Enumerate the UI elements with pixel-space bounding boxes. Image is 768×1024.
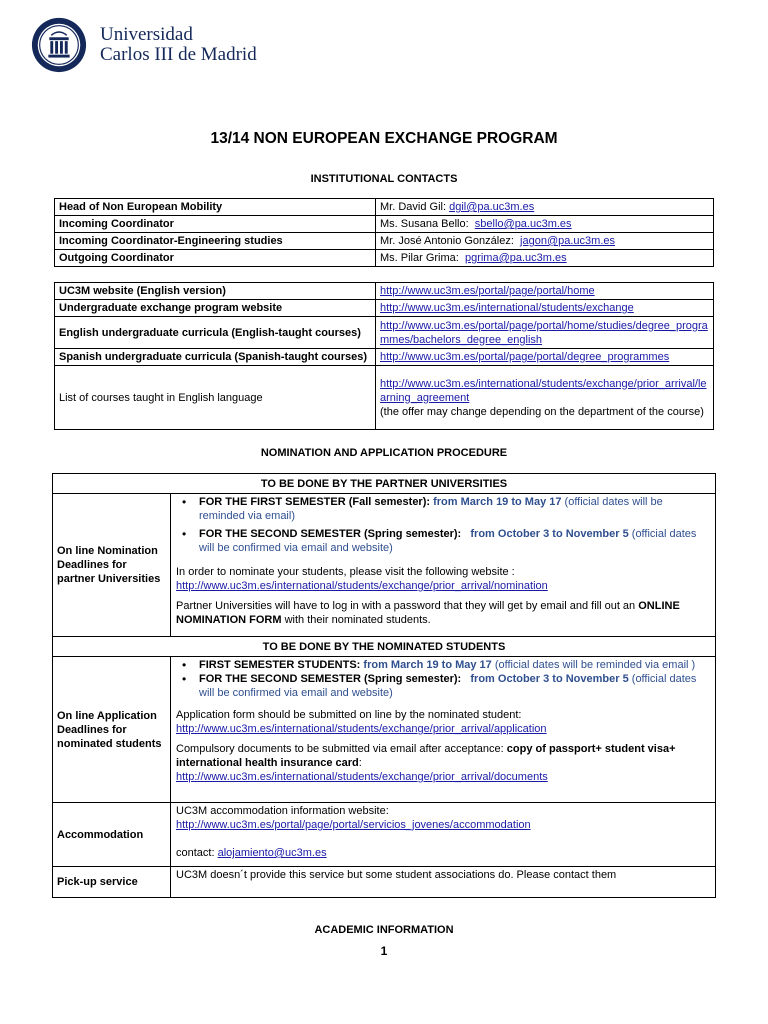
table-row	[53, 494, 716, 637]
table-row	[55, 250, 714, 267]
nomination-link[interactable]: http://www.uc3m.es/international/students/exchange/prior_arrival/nomination	[176, 580, 548, 592]
contact-cell	[376, 216, 714, 233]
site-cell	[376, 283, 714, 300]
table-row	[55, 283, 714, 300]
list-item	[176, 495, 710, 523]
contact-role: Incoming Coordinator-Engineering studies	[55, 233, 376, 250]
partner-p2c: with their nominated students.	[284, 614, 431, 626]
contact-email-link[interactable]: pgrima@pa.uc3m.es	[464, 252, 567, 264]
logo-line-1: Universidad	[100, 24, 193, 45]
site-cell	[376, 349, 714, 366]
partner-p1	[176, 565, 710, 593]
table-row	[55, 366, 714, 430]
students-label: On line Application Deadlines for nominated students	[53, 657, 171, 803]
nomination-heading: NOMINATION AND APPLICATION PROCEDURE	[260, 447, 508, 459]
students-p2b: copy of passport+ student visa+ international health insurance card	[176, 743, 676, 769]
students-b1-dates: from March 19 to May 17	[363, 659, 492, 671]
students-p1	[176, 708, 710, 736]
table-row	[53, 803, 716, 867]
contact-name: Ms. Pilar Grima:	[380, 252, 459, 264]
site-label: Undergraduate exchange program website	[55, 300, 376, 317]
site-link[interactable]: http://www.uc3m.es/portal/page/portal/home/studies/degree_programmes/bachelors_degree_english	[380, 319, 708, 346]
logo-line-2: Carlos III de Madrid	[100, 44, 257, 65]
partner-b1-note: (official dates will be reminded via email)	[199, 496, 663, 522]
site-cell	[376, 317, 714, 349]
students-p2a: Compulsory documents to be submitted via email after acceptance:	[176, 743, 504, 755]
contact-email-link[interactable]: jagon@pa.uc3m.es	[520, 235, 615, 247]
page-title: 13/14 NON EUROPEAN EXCHANGE PROGRAM	[210, 130, 558, 147]
pickup-label: Pick-up service	[53, 867, 171, 898]
contact-email-link[interactable]: sbello@pa.uc3m.es	[474, 218, 572, 230]
table-row	[55, 199, 714, 216]
list-item	[176, 527, 710, 555]
accommodation-contact	[176, 846, 710, 860]
students-content	[171, 657, 716, 803]
students-section-heading: TO BE DONE BY THE NOMINATED STUDENTS	[53, 637, 716, 657]
contact-name: Mr. David Gil:	[380, 201, 447, 213]
contact-name: Ms. Susana Bello:	[380, 218, 469, 230]
site-link[interactable]: http://www.uc3m.es/portal/page/portal/home	[380, 285, 595, 297]
site-label: UC3M website (English version)	[55, 283, 376, 300]
partner-b2-dates: from October 3 to November 5	[470, 528, 629, 540]
accommodation-link[interactable]: http://www.uc3m.es/portal/page/portal/servicios_jovenes/accommodation	[176, 819, 531, 831]
contact-cell	[376, 199, 714, 216]
table-row	[53, 637, 716, 657]
contact-name: Mr. José Antonio González:	[380, 235, 514, 247]
table-row	[55, 233, 714, 250]
partner-content	[171, 494, 716, 637]
students-p2c: :	[358, 757, 362, 769]
site-cell	[376, 366, 714, 430]
partner-section-heading: TO BE DONE BY THE PARTNER UNIVERSITIES	[53, 474, 716, 494]
students-b2-bold: FOR THE SECOND SEMESTER (Spring semester):	[199, 673, 462, 685]
page-number: 1	[380, 944, 388, 958]
contact-cell	[376, 250, 714, 267]
students-b2-note: (official dates will be confirmed via email and website)	[199, 673, 697, 699]
students-b2-dates: from October 3 to November 5	[470, 673, 629, 685]
table-row	[55, 216, 714, 233]
partner-p1-text: In order to nominate your students, please visit the following website :	[176, 566, 515, 578]
students-p1-text: Application form should be submitted on line by the nominated student:	[176, 709, 522, 721]
accommodation-line1: UC3M accommodation information website:	[176, 805, 389, 817]
table-row	[55, 300, 714, 317]
accommodation-content	[171, 803, 716, 867]
partner-p2a: Partner Universities will have to log in with a password that they will get by email and fill out an	[176, 600, 636, 612]
university-logo	[30, 16, 257, 74]
accommodation-email-link[interactable]: alojamiento@uc3m.es	[217, 847, 327, 859]
procedure-table	[52, 473, 716, 898]
contact-cell	[376, 233, 714, 250]
contact-email-link[interactable]: dgil@pa.uc3m.es	[449, 201, 535, 213]
contact-role: Head of Non European Mobility	[55, 199, 376, 216]
partner-b2-bold: FOR THE SECOND SEMESTER (Spring semester):	[199, 528, 462, 540]
site-label: List of courses taught in English language	[55, 366, 376, 430]
partner-b2-note: (official dates will be confirmed via email and website)	[199, 528, 697, 554]
contacts-table	[54, 198, 714, 267]
websites-table	[54, 282, 714, 430]
site-link[interactable]: http://www.uc3m.es/international/students/exchange/prior_arrival/learning_agreement	[380, 377, 707, 404]
institutional-contacts-heading: INSTITUTIONAL CONTACTS	[310, 173, 458, 185]
partner-label: On line Nomination Deadlines for partner Universities	[53, 494, 171, 637]
contact-prefix: contact:	[176, 847, 215, 859]
partner-p2b: ONLINE NOMINATION FORM	[176, 600, 680, 626]
partner-b1-dates: from March 19 to May 17	[433, 496, 562, 508]
table-row	[53, 474, 716, 494]
site-label: English undergraduate curricula (English-taught courses)	[55, 317, 376, 349]
list-item	[176, 672, 710, 700]
list-item	[176, 658, 710, 672]
documents-link[interactable]: http://www.uc3m.es/international/students/exchange/prior_arrival/documents	[176, 771, 548, 783]
site-note: (the offer may change depending on the department of the course)	[380, 405, 704, 418]
site-cell	[376, 300, 714, 317]
students-p2	[176, 742, 710, 784]
academic-heading: ACADEMIC INFORMATION	[314, 924, 454, 936]
site-link[interactable]: http://www.uc3m.es/international/students/exchange	[380, 302, 634, 314]
table-row	[55, 317, 714, 349]
university-seal-icon	[30, 16, 88, 74]
pickup-text: UC3M doesn´t provide this service but some student associations do. Please contact them	[171, 867, 716, 898]
table-row	[55, 349, 714, 366]
partner-p2	[176, 599, 710, 627]
site-label: Spanish undergraduate curricula (Spanish-taught courses)	[55, 349, 376, 366]
table-row	[53, 657, 716, 803]
accommodation-label: Accommodation	[53, 803, 171, 867]
partner-b1-bold: FOR THE FIRST SEMESTER (Fall semester):	[199, 496, 431, 508]
contact-role: Incoming Coordinator	[55, 216, 376, 233]
students-b1-bold: FIRST SEMESTER STUDENTS:	[199, 659, 361, 671]
application-link[interactable]: http://www.uc3m.es/international/students/exchange/prior_arrival/application	[176, 723, 547, 735]
students-b1-note: (official dates will be reminded via email )	[494, 659, 696, 671]
site-link[interactable]: http://www.uc3m.es/portal/page/portal/degree_programmes	[380, 351, 670, 363]
table-row	[53, 867, 716, 898]
contact-role: Outgoing Coordinator	[55, 250, 376, 267]
